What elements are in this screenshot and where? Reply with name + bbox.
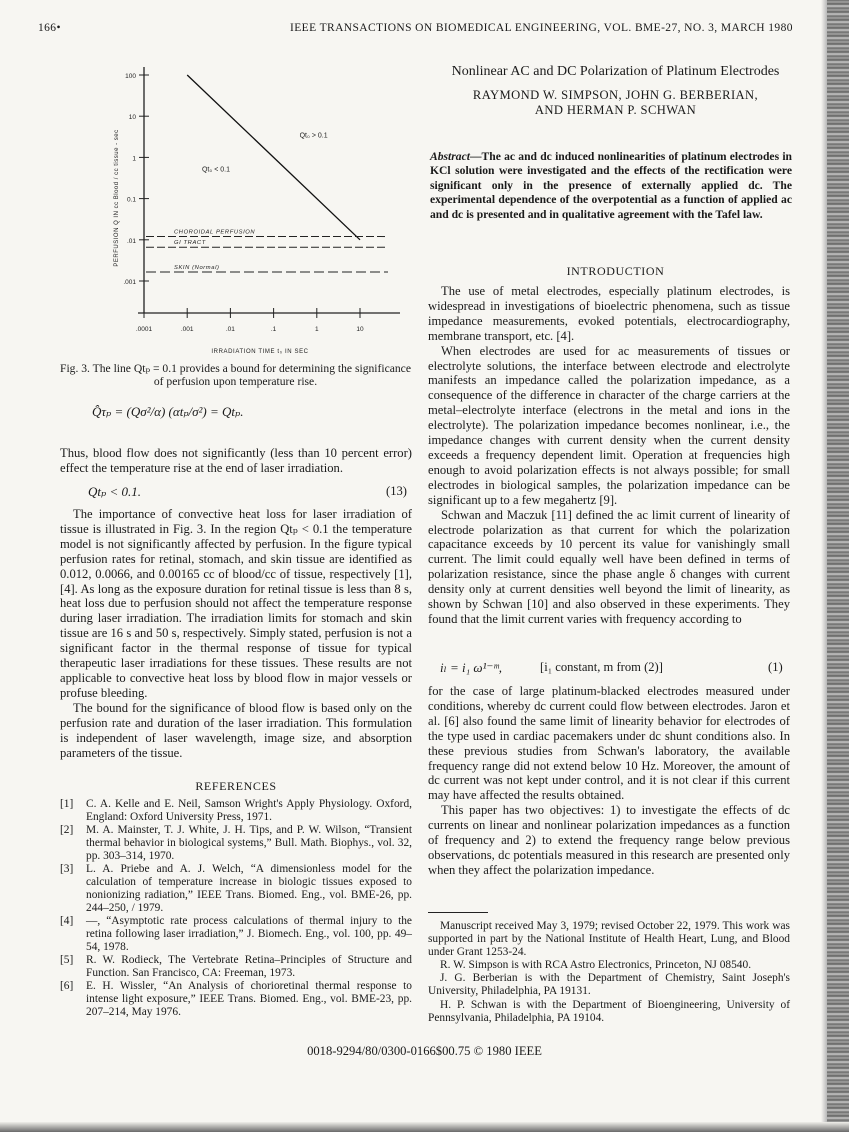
region-label-above: Qt₀ > 0.1 <box>299 132 328 140</box>
scan-bottom-edge <box>0 1122 849 1132</box>
reference-line-label: SKIN (Normal) <box>174 265 220 272</box>
footnote-rule <box>428 912 488 913</box>
references-list <box>60 798 412 1019</box>
reference-item <box>60 798 412 824</box>
figure-3-chart <box>98 55 428 355</box>
x-tick-label: 10 <box>356 326 364 333</box>
reference-text: E. H. Wissler, “An Analysis of chorioretinal thermal response to intense light exposure,” IEEE Trans. Biomed. Eng., vol. BME-23, pp. 207–214, May 1976. <box>86 980 412 1018</box>
scan-edge <box>827 0 849 1132</box>
reference-text: M. A. Mainster, T. J. White, J. H. Tips, and P. W. Wilson, “Transient thermal behavior in biological systems,” Bull. Math. Biophys., vol. 32, pp. 303–314, 1970. <box>86 824 412 862</box>
authors-line-2: AND HERMAN P. SCHWAN <box>534 103 697 117</box>
paragraph: The importance of convective heat loss for laser irradiation of tissue is illustrated in Fig. 3. In the region Qtₚ < 0.1 the temperature model is not significantly affected by perfusion. In the figure typical perfusion rates for retinal, stomach, and skin tissue are identified as 0.012, 0.0066, and 0.00165 cc of blood/cc of tissue, respectively [1], [4]. As long as the exposure duration for retinal tissue is less than 8 s, heat loss due to perfusion should not affect the temperature response during laser irradiation. The irradiation limits for stomach and skin tissue are 16 s and 50 s, respectively. Simply stated, perfusion is not a significant factor in the thermal response of tissue for typical therapeutic laser irradiations for these tissues. These results are not applicable to convective heat loss by blood flow in major vessels or profuse bleeding. <box>60 507 412 700</box>
abstract-text: The ac and dc induced nonlinearities of platinum electrodes in KCl solution were investigated and the effects of the rectification were significant only in the presence of externally applied dc. The experimental dependence of the overpotential as a function of applied ac and dc is presented and in qualitative agreement with the Tafel law. <box>430 150 792 221</box>
x-tick-label: .1 <box>270 326 277 333</box>
equation-13: Qtₚ < 0.1. <box>88 484 141 499</box>
reference-number: [5] <box>60 954 74 966</box>
x-tick-label: .0001 <box>135 326 153 333</box>
equation-q-tau: Q̂τₚ = (Qσ²/α) (αtₚ/σ²) = Qtₚ. <box>92 404 244 419</box>
abstract-label: Abstract— <box>430 150 482 163</box>
reference-item <box>60 863 412 915</box>
page-number: 166• <box>38 22 61 34</box>
right-column-body-2 <box>428 684 790 878</box>
footnotes <box>428 920 790 1025</box>
x-tick-label: 1 <box>314 326 319 333</box>
y-tick-label: 1 <box>132 155 136 163</box>
x-tick-label: .01 <box>225 326 235 333</box>
x-tick-label: .001 <box>180 326 194 333</box>
equation-1: iₗ = i₁ ω¹⁻ᵐ, <box>440 660 503 675</box>
reference-number: [2] <box>60 824 74 836</box>
introduction-heading: INTRODUCTION <box>566 264 665 278</box>
footnote: J. G. Berberian is with the Department of Chemistry, Saint Joseph's University, Philadelphia, PA 19131. <box>428 972 790 998</box>
region-label-below: Qt₀ < 0.1 <box>201 166 231 174</box>
authors-line-1: RAYMOND W. SIMPSON, JOHN G. BERBERIAN, <box>472 88 759 102</box>
y-tick-label: 100 <box>125 73 136 80</box>
paragraph: When electrodes are used for ac measurements of tissues or electrolyte solutions, the interface between electrode and electrolyte manifests an impedance called the polarization impedance, as a consequence of the difference in character of the charge carriers at the metal–electrolyte interface (electrons in the metal and ions in the electrolyte). The polarization impedance becomes nonlinear, i.e., the impedance changes with current density when the current density exceeds a frequency dependent limit. Operation at frequencies high enough to avoid polarization effects is not always possible; for small electrodes in biological samples, the polarization impedance can be significant up to a few megahertz [9]. <box>428 343 790 507</box>
left-column-body <box>60 507 412 760</box>
y-tick-label: 0.1 <box>126 196 136 204</box>
reference-item <box>60 980 412 1019</box>
paragraph: Schwan and Maczuk [11] defined the ac limit current of linearity of electrode polarization as that current for which the polarization capacitance exceeds by 10 percent its value for vanishingly small current. The limit could equally well have been defined in terms of polarization resistance, since the phase angle δ changes with current density only at current densities well beyond the limit of linearity, as shown by Schwan [10] and also observed in these experiments. They found that the limit current varies with frequency according to <box>428 507 790 626</box>
reference-item <box>60 954 412 980</box>
left-column-text <box>60 446 412 476</box>
right-column-body <box>428 284 790 627</box>
reference-text: L. A. Priebe and A. J. Welch, “A dimensionless model for the calculation of temperature increase in biologic tissues exposed to nonionizing radiation,” IEEE Trans. Biomed. Eng., vol. BME-26, pp. 244–250, / 1979. <box>86 863 412 914</box>
y-axis-label: PERFUSION Q IN cc Blood / cc tissue - sec <box>114 129 120 267</box>
reference-line-label: CHOROIDAL PERFUSION <box>174 229 256 236</box>
qt-bound-line <box>187 75 360 240</box>
equation-13-number: (13) <box>386 484 407 498</box>
figure-caption: Fig. 3. The line Qtₚ = 0.1 provides a bound for determining the significance of perfusion upon temperature rise. <box>60 362 411 388</box>
reference-line-label: GI TRACT <box>174 240 206 247</box>
reference-number: [6] <box>60 980 74 992</box>
abstract <box>430 150 792 222</box>
footnote: Manuscript received May 3, 1979; revised October 22, 1979. This work was supported in part by the National Institute of Health Heart, Lung, and Blood under Grant 1253-24. <box>428 920 790 959</box>
copyright-footer: 0018-9294/80/0300-0166$00.75 © 1980 IEEE <box>307 1044 542 1058</box>
y-tick-label: 10 <box>128 114 136 122</box>
x-axis-label: IRRADIATION TIME t₀ IN SEC <box>211 349 309 355</box>
reference-text: R. W. Rodieck, The Vertebrate Retina–Principles of Structure and Function. San Francisco, CA: Freeman, 1973. <box>86 954 412 979</box>
journal-header: IEEE TRANSACTIONS ON BIOMEDICAL ENGINEERING, VOL. BME-27, NO. 3, MARCH 1980 <box>290 22 793 34</box>
paragraph: The use of metal electrodes, especially platinum electrodes, is widespread in investigations of bioelectric phenomena, such as tissue impedance measurements, evoked potentials, electrocardiography, membrane transport, etc. [4]. <box>428 284 790 343</box>
equation-1-number: (1) <box>768 660 783 674</box>
reference-number: [1] <box>60 798 74 810</box>
reference-text: C. A. Kelle and E. Neil, Samson Wright's Apply Physiology. Oxford, England: Oxford University Press, 1971. <box>86 798 412 823</box>
reference-number: [4] <box>60 915 74 927</box>
footnote: H. P. Schwan is with the Department of Bioengineering, University of Pennsylvania, Philadelphia, PA 19104. <box>428 998 790 1024</box>
references-heading: REFERENCES <box>195 779 277 793</box>
equation-1-note: [i₁ constant, m from (2)] <box>540 660 663 674</box>
y-tick-label: .001 <box>123 279 136 286</box>
paper-title: Nonlinear AC and DC Polarization of Platinum Electrodes <box>451 64 780 79</box>
paragraph: The bound for the significance of blood flow is based only on the perfusion rate and duration of the laser irradiation. This formulation is independent of laser wavelength, image size, and absorption parameters of the tissue. <box>60 700 412 760</box>
reference-text: —, “Asymptotic rate process calculations of thermal injury to the retina following laser irradiation,” J. Biomech. Eng., vol. 100, pp. 49–54, 1978. <box>86 915 412 953</box>
paragraph: Thus, blood flow does not significantly (less than 10 percent error) effect the temperature rise at the end of laser irradiation. <box>60 446 412 475</box>
paragraph: for the case of large platinum-blacked electrodes measured under conditions, whereby dc current could flow between electrodes. Jaron et al. [6] also found the same limit of linearity behavior for electrodes of the type used in cardiac pacemakers under dc shunt conditions also. In these previous studies from Schwan's laboratory, the available frequency range did not extend below 10 Hz. Moreover, the amount of dc current was not kept under control, and it is not clear if this current may have affected the results obtained. <box>428 684 790 803</box>
reference-item <box>60 824 412 863</box>
reference-number: [3] <box>60 863 74 875</box>
paragraph: This paper has two objectives: 1) to investigate the effects of dc currents on linear and nonlinear polarization impedances as a function of frequency and 2) to extend the frequency range below previous observations, dc potentials measured in this research are presented only when they affect the polarization impedance. <box>428 803 790 877</box>
footnote: R. W. Simpson is with RCA Astro Electronics, Princeton, NJ 08540. <box>440 959 752 972</box>
reference-item <box>60 915 412 954</box>
y-tick-label: .01 <box>126 237 136 245</box>
